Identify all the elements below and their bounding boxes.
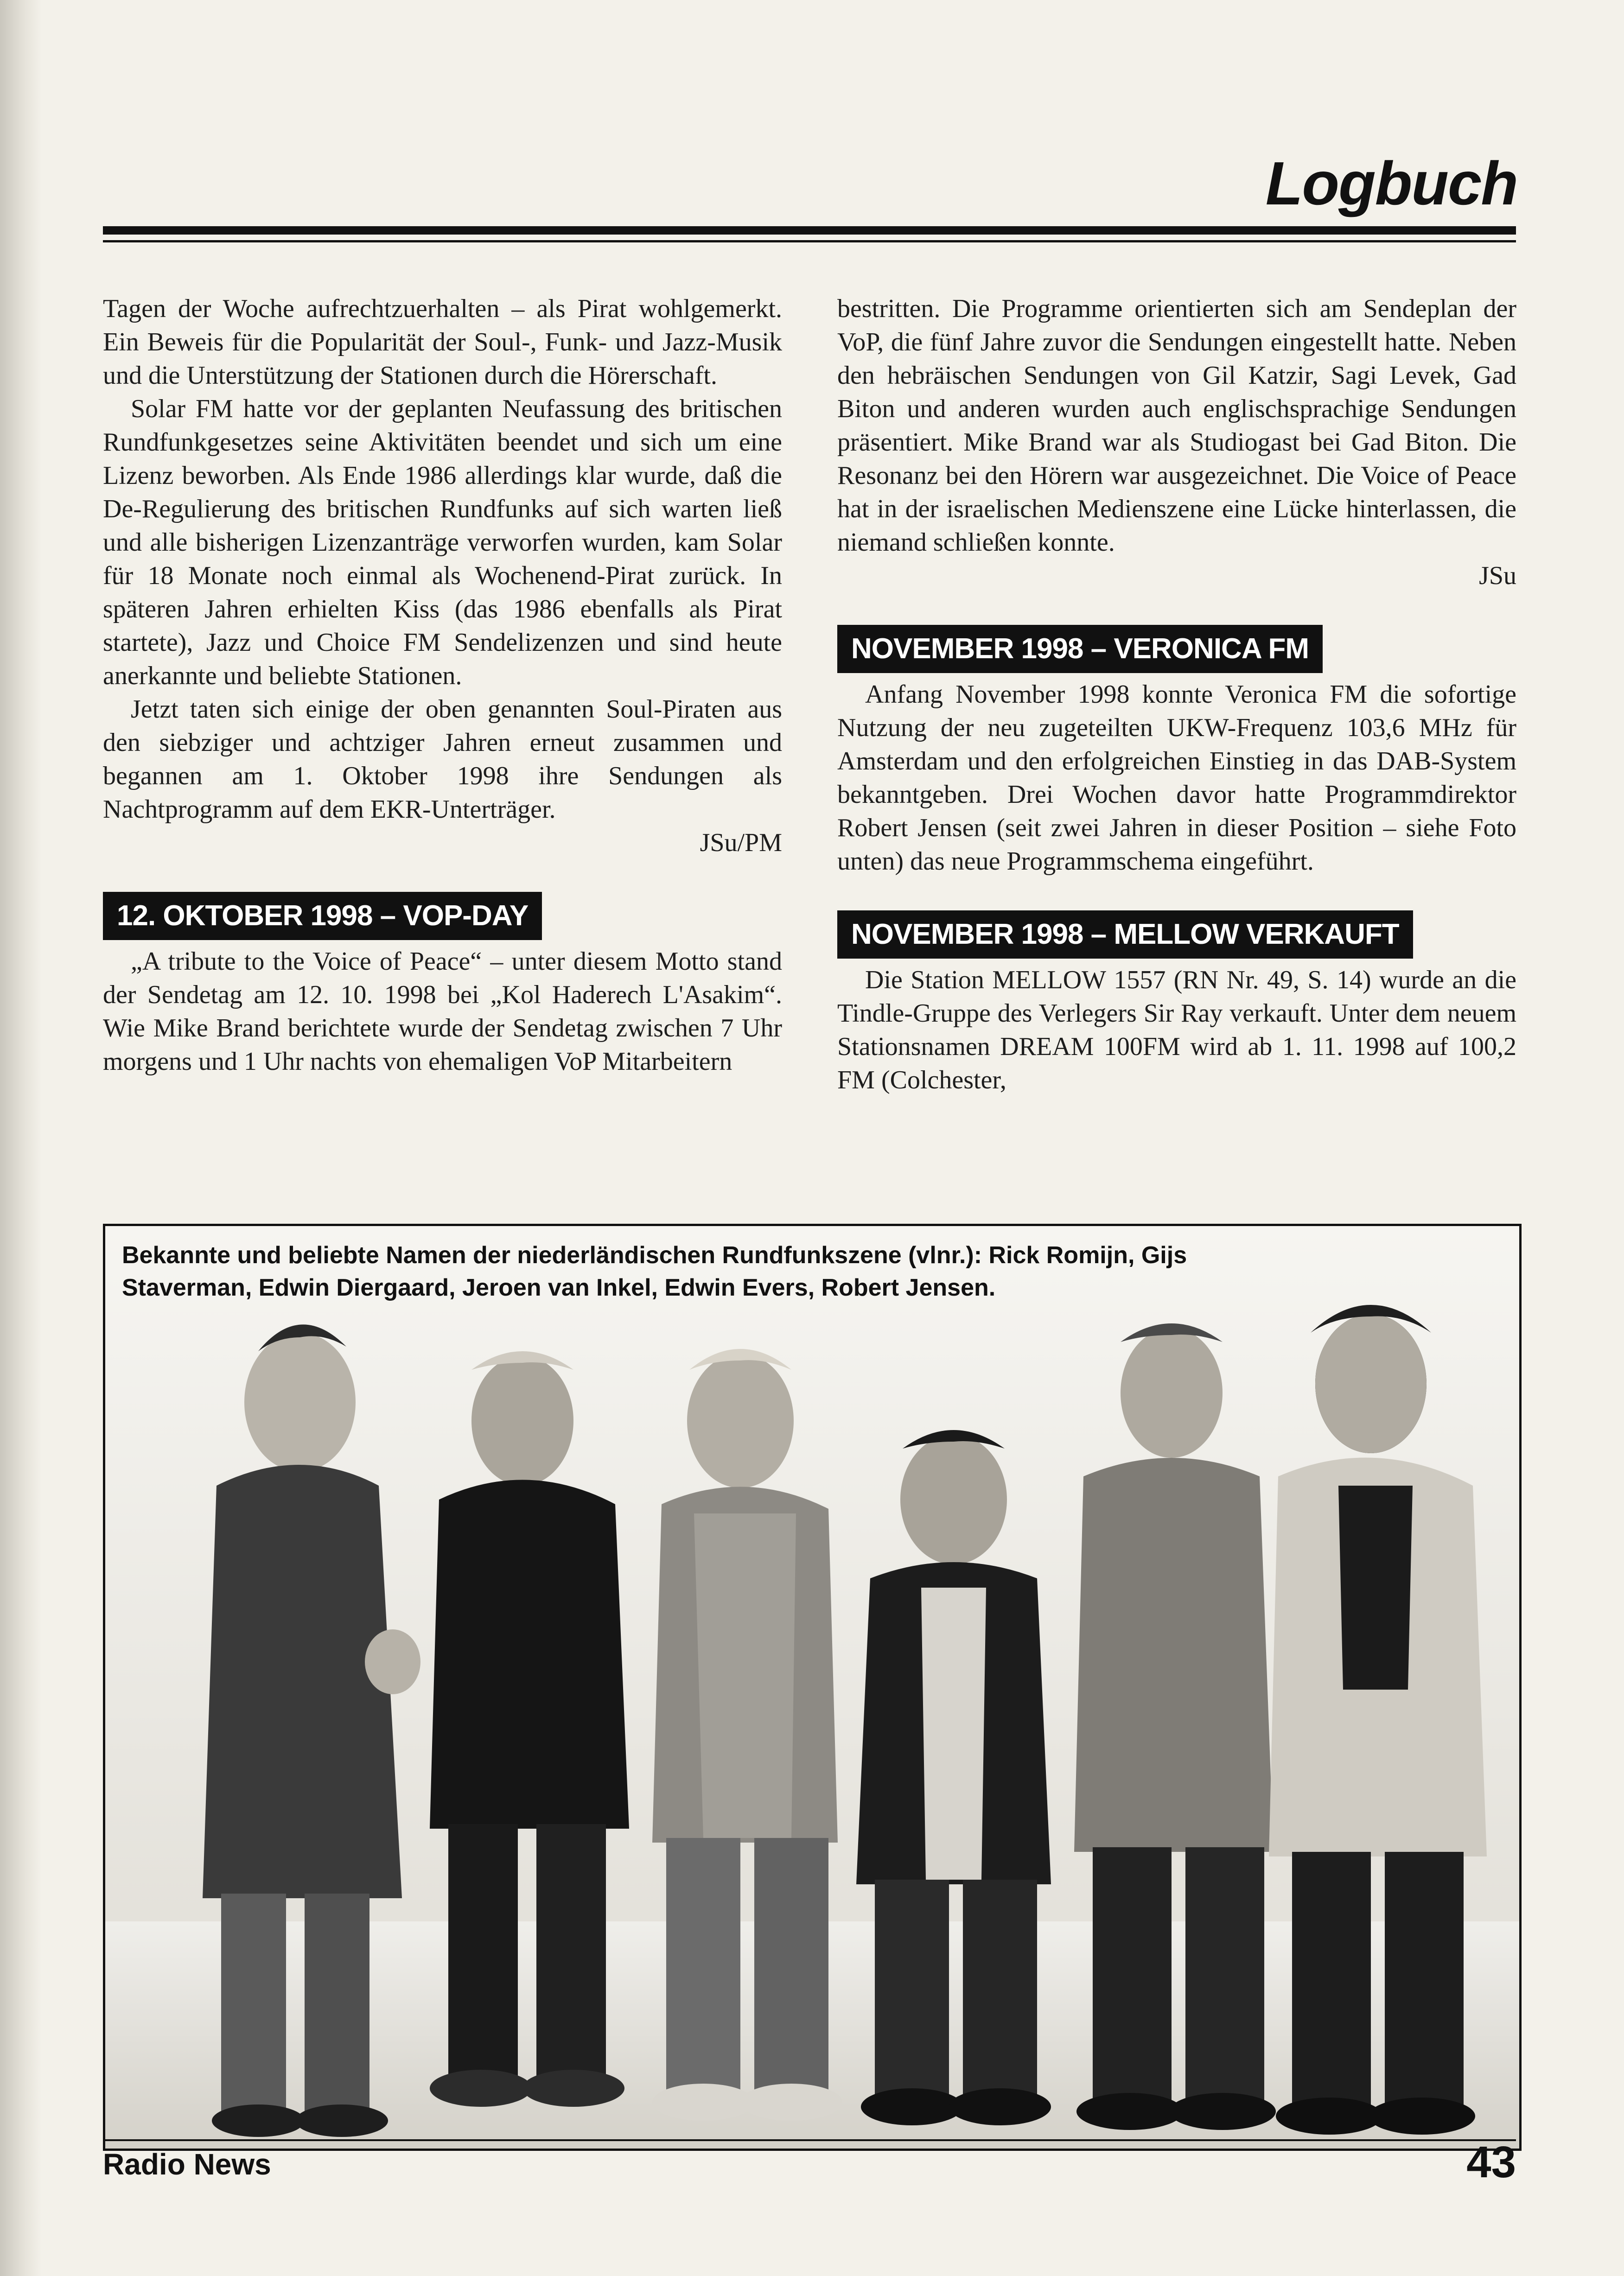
- heading-vop-day: 12. OKTOBER 1998 – VOP-DAY: [103, 892, 542, 940]
- heading-veronica-fm: NOVEMBER 1998 – VERONICA FM: [837, 625, 1323, 673]
- left-paragraph-2: Solar FM hatte vor der geplanten Neufassung des britischen Rundfunkgesetzes seine Aktivitäten beendet und sich um eine Lizenz beworben. Als Ende 1986 allerdings klar wurde, daß die De-Regulierung des britischen Rundfunks auf sich warten ließ und alle bisherigen Lizenzanträge verworfen wurden, kam Solar für 18 Monate noch einmal als Wochenend-Pirat zurück. In späteren Jahren erhielten Kiss (das 1986 ebenfalls als Pirat startete), Jazz und Choice FM Sendelizenzen und sind heute anerkannte und beliebte Stationen.: [103, 394, 782, 690]
- section-label: Logbuch: [1265, 149, 1517, 217]
- right-signature: JSu: [1479, 561, 1516, 590]
- right-column: [837, 292, 1516, 1097]
- vop-day-paragraph: „A tribute to the Voice of Peace“ – unter diesem Motto stand der Sendetag am 12. 10. 1998 bei „Kol Haderech L'Asakim“. Wie Mike Brand berichtete wurde der Sendetag zwischen 7 Uhr morgens und 1 Uhr nachts von ehemaligen VoP Mitarbeitern: [103, 947, 782, 1076]
- veronica-paragraph: Anfang November 1998 konnte Veronica FM die sofortige Nutzung der neu zugeteilten UKW-Frequenz 103,6 MHz für Amsterdam und den erfolgreichen Einstieg in das DAB-System bekanntgeben. Drei Wochen davor hatte Programmdirektor Robert Jensen (seit zwei Jahren in dieser Position – siehe Foto unten) das neue Programmschema eingeführt.: [837, 680, 1516, 876]
- left-signature: JSu/PM: [700, 828, 782, 857]
- page-number: 43: [1466, 2137, 1516, 2187]
- group-photo: [103, 1224, 1522, 2151]
- mellow-paragraph: Die Station MELLOW 1557 (RN Nr. 49, S. 14) wurde an die Tindle-Gruppe des Verlegers Sir Ray verkauft. Unter dem neuem Stationsnamen DREAM 100FM wird ab 1. 11. 1998 auf 100,2 FM (Colchester,: [837, 966, 1516, 1094]
- binding-shadow: [0, 0, 42, 2276]
- right-paragraph-1: bestritten. Die Programme orientierten sich am Sendeplan der VoP, die fünf Jahre zuvor die Sendungen eingestellt hatte. Neben den hebräischen Sendungen von Gil Katzir, Sagi Levek, Gad Biton und anderen wurden auch englischsprachige Sendungen präsentiert. Mike Brand war als Studiogast bei Gad Biton. Die Resonanz bei den Hörern war ausgezeichnet. Die Voice of Peace hat in der israelischen Medienszene eine Lücke hinterlassen, die niemand schließen konnte.: [837, 294, 1516, 557]
- heading-mellow-verkauft: NOVEMBER 1998 – MELLOW VERKAUFT: [837, 910, 1413, 959]
- group-photo-image: [105, 1226, 1519, 2149]
- publication-name: Radio News: [103, 2148, 271, 2181]
- footer-rule: [103, 2139, 1516, 2141]
- header-rule-thick: [103, 226, 1516, 235]
- header-rule-thin: [103, 240, 1516, 242]
- left-paragraph-3: Jetzt taten sich einige der oben genannten Soul-Piraten aus den siebziger und achtziger Jahren erneut zusammen und begannen am 1. Oktober 1998 ihre Sendungen als Nachtprogramm auf dem EKR-Unterträger.: [103, 695, 782, 824]
- left-column: [103, 292, 782, 1078]
- left-paragraph-1: Tagen der Woche aufrechtzuerhalten – als Pirat wohlgemerkt. Ein Beweis für die Popularität der Soul-, Funk- und Jazz-Musik und die Unterstützung der Stationen durch die Hörerschaft.: [103, 294, 782, 390]
- photo-caption: Bekannte und beliebte Namen der niederländischen Rundfunkszene (vlnr.): Rick Romijn, Gijs Staverman, Edwin Diergaard, Jeroen van Inkel, Edwin Evers, Robert Jensen.: [122, 1242, 1187, 1301]
